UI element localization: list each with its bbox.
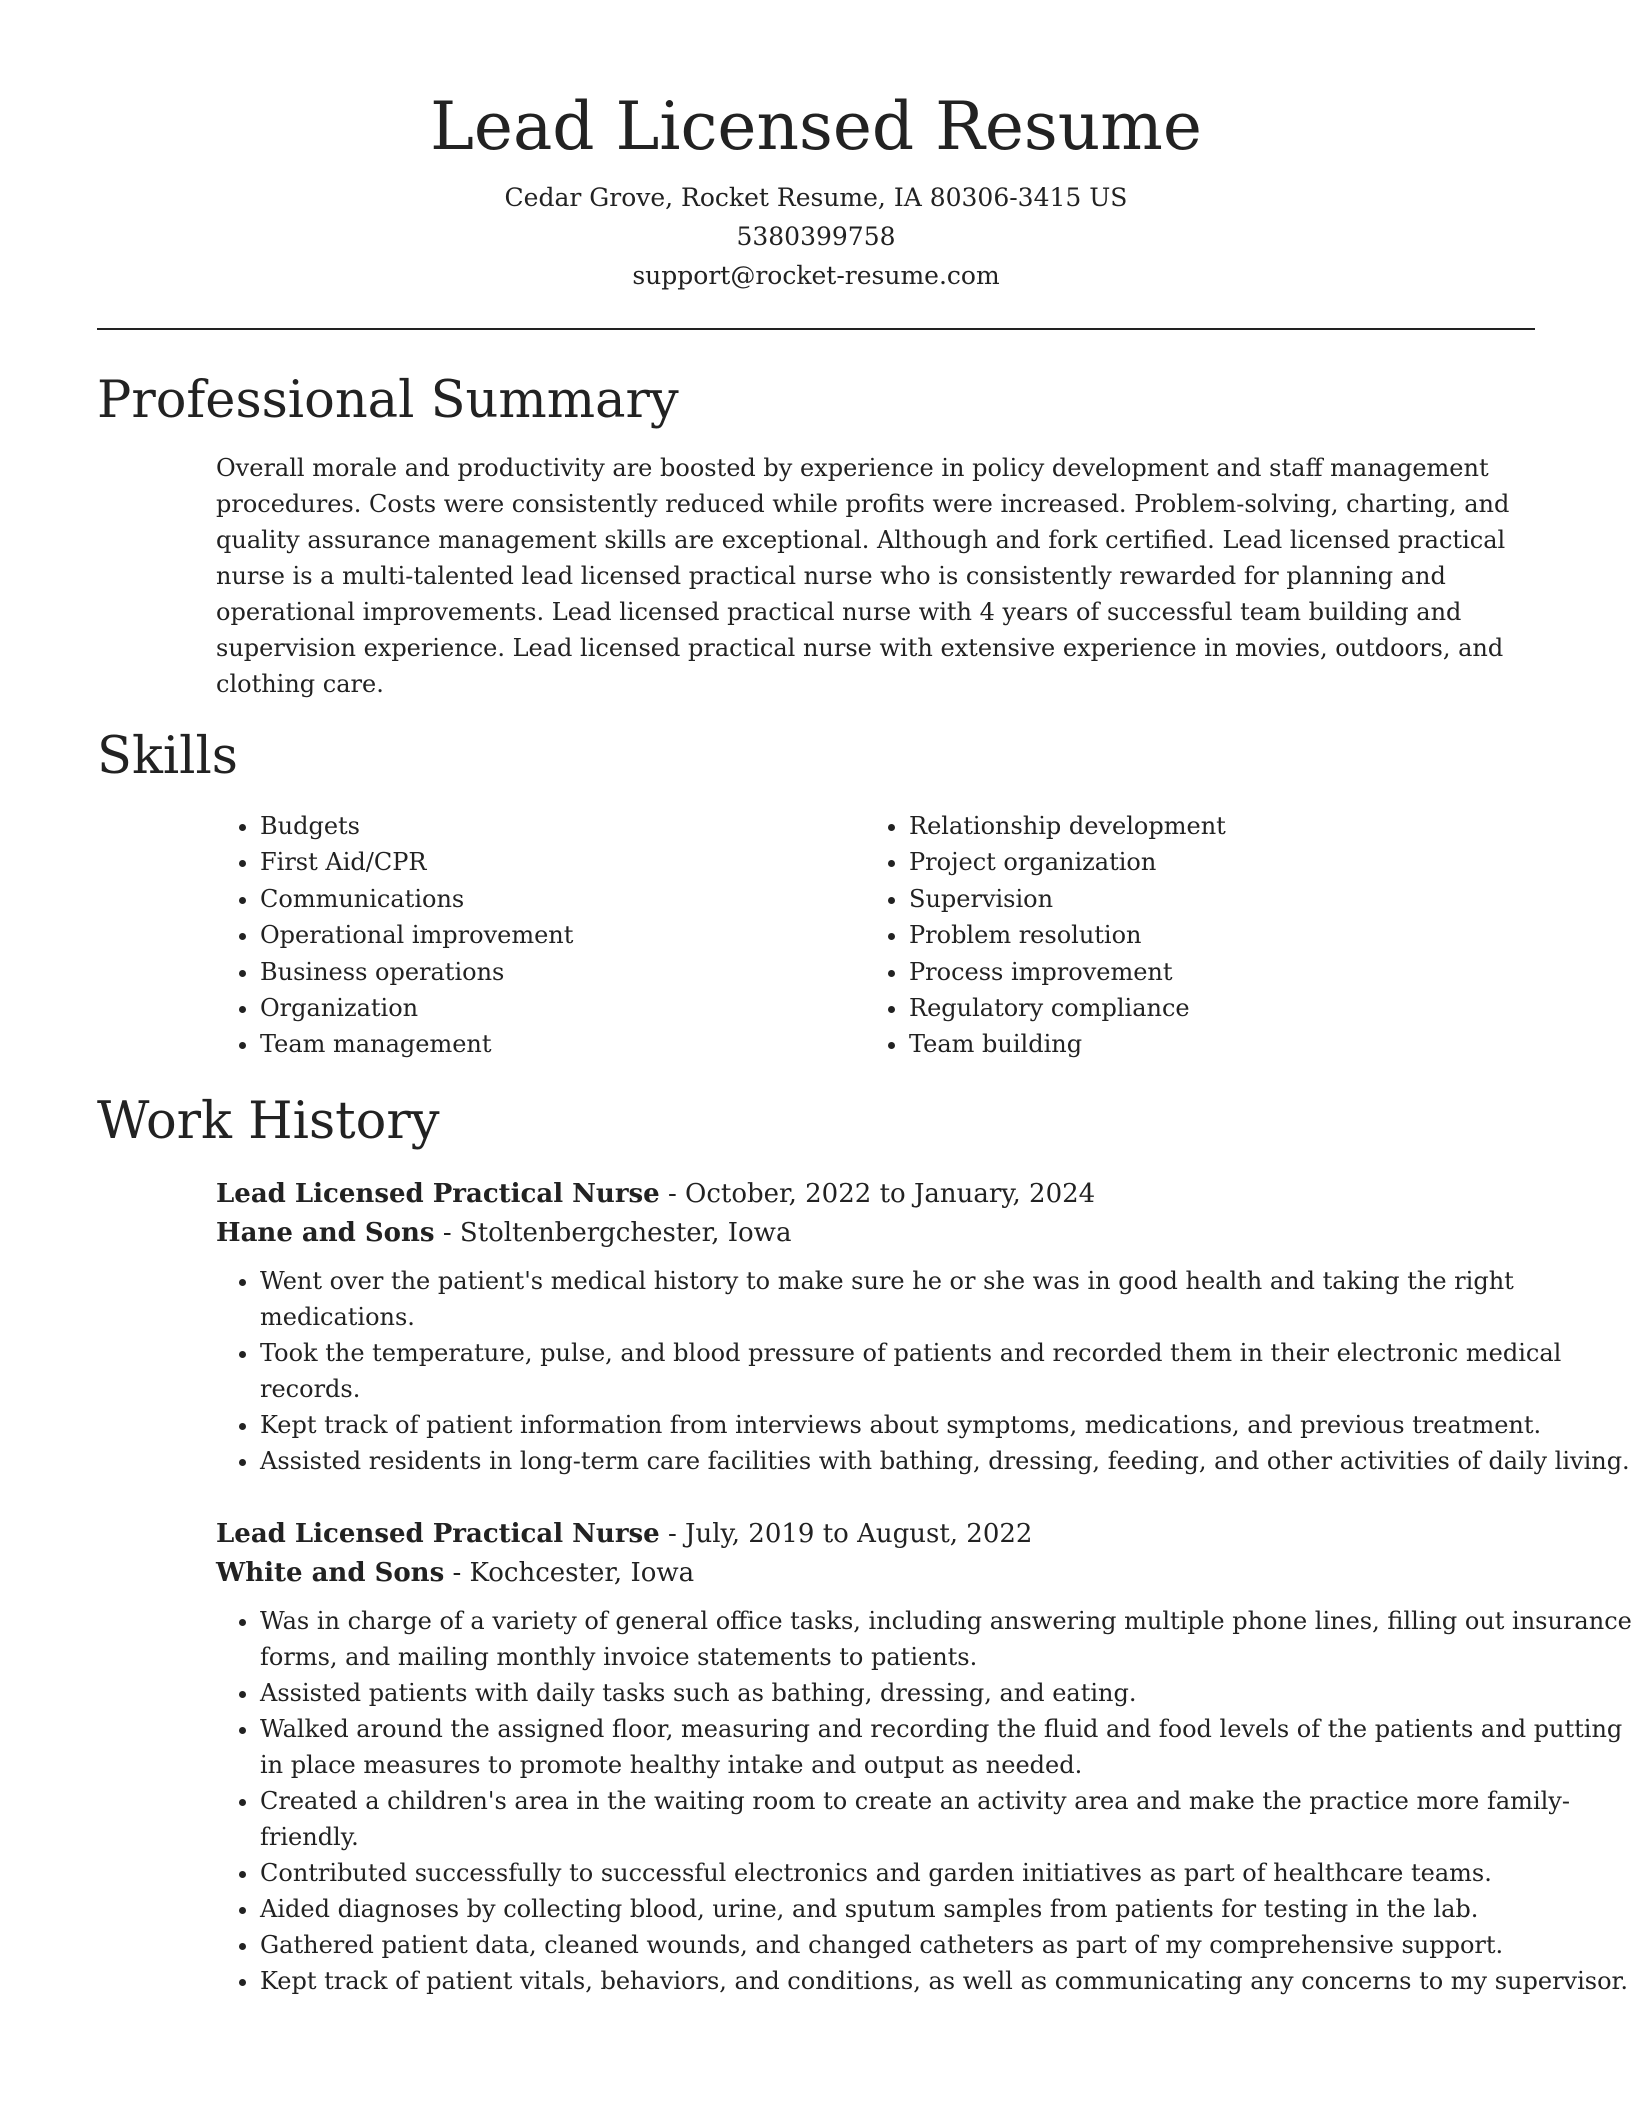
resume-name: Lead Licensed Resume — [430, 88, 1202, 165]
skill-item: • Team management — [260, 1026, 865, 1062]
job-company: White and Sons — [216, 1557, 445, 1588]
skill-item: • Team building — [909, 1026, 1514, 1062]
job-entry — [216, 1175, 1632, 1479]
skill-item: • Process improvement — [909, 954, 1514, 990]
skills-section — [97, 722, 1535, 1063]
job-entry — [216, 1515, 1632, 1999]
work-history-heading: Work History — [97, 1091, 440, 1151]
job-duties — [216, 1263, 1632, 1479]
skill-item: • Regulatory compliance — [909, 990, 1514, 1026]
skill-item: • Business operations — [260, 954, 865, 990]
skill-item: • Organization — [260, 990, 865, 1026]
job-header — [216, 1515, 1632, 1593]
duty-item: • Kept track of patient vitals, behaviors, and conditions, as well as communicating any concerns to my supervisor. — [260, 1963, 1632, 1999]
resume-header — [97, 0, 1535, 295]
phone: 5380399758 — [736, 222, 896, 251]
job-company-line — [216, 1554, 1632, 1593]
skills-grid — [216, 808, 1535, 1063]
email: support@rocket-resume.com — [632, 261, 1000, 290]
header-divider — [97, 328, 1535, 330]
job-dates: - October, 2022 to January, 2024 — [659, 1178, 1096, 1209]
skills-column-left — [216, 808, 865, 1063]
duty-item: • Went over the patient's medical history to make sure he or she was in good health and taking the right medications. — [260, 1263, 1632, 1335]
job-location: - Stoltenbergchester, Iowa — [434, 1217, 792, 1248]
duty-item: • Contributed successfully to successful electronics and garden initiatives as part of healthcare teams. — [260, 1855, 1632, 1891]
job-title-line — [216, 1175, 1632, 1214]
duty-item: • Created a children's area in the waiting room to create an activity area and make the practice more family-friendly. — [260, 1783, 1632, 1855]
duty-item: • Kept track of patient information from interviews about symptoms, medications, and previous treatment. — [260, 1407, 1632, 1443]
duty-item: • Was in charge of a variety of general office tasks, including answering multiple phone lines, filling out insurance forms, and mailing monthly invoice statements to patients. — [260, 1603, 1632, 1675]
skill-item: • Problem resolution — [909, 917, 1514, 953]
job-dates: - July, 2019 to August, 2022 — [659, 1518, 1033, 1549]
skill-item: • Communications — [260, 881, 865, 917]
job-company: Hane and Sons — [216, 1217, 435, 1248]
skills-column-right — [865, 808, 1514, 1063]
job-location: - Kochcester, Iowa — [444, 1557, 695, 1588]
job-title-line — [216, 1515, 1632, 1554]
job-title: Lead Licensed Practical Nurse — [216, 1518, 660, 1549]
address: Cedar Grove, Rocket Resume, IA 80306-3415 US — [504, 183, 1128, 212]
job-company-line — [216, 1214, 1632, 1253]
summary-section — [97, 366, 1535, 702]
skills-heading: Skills — [97, 727, 238, 786]
skill-item: • Budgets — [260, 808, 865, 844]
job-header — [216, 1175, 1632, 1253]
summary-text: Overall morale and productivity are boosted by experience in policy development and staff management procedures. Costs were consistently reduced while profits were increased. Problem-solving, charting, and quality assurance management skills are exceptional. Although and fork certified. Lead licensed practical nurse is a multi-talented lead licensed practical nurse who is consistently rewarded for planning and operational improvements. Lead licensed practical nurse with 4 years of successful team building and supervision experience. Lead licensed practical nurse with extensive experience in movies, outdoors, and clothing care. — [216, 454, 1510, 698]
duty-item: • Walked around the assigned floor, measuring and recording the fluid and food levels of the patients and putting in place measures to promote healthy intake and output as needed. — [260, 1711, 1632, 1783]
skill-item: • Relationship development — [909, 808, 1514, 844]
skill-item: • Supervision — [909, 881, 1514, 917]
work-history-section — [97, 1087, 1632, 1999]
duty-item: • Aided diagnoses by collecting blood, urine, and sputum samples from patients for testing in the lab. — [260, 1891, 1632, 1927]
skill-item: • Project organization — [909, 844, 1514, 880]
job-title: Lead Licensed Practical Nurse — [216, 1178, 660, 1209]
duty-item: • Gathered patient data, cleaned wounds, and changed catheters as part of my comprehensive support. — [260, 1927, 1632, 1963]
skill-item: • First Aid/CPR — [260, 844, 865, 880]
summary-heading: Professional Summary — [97, 371, 679, 430]
contact-block — [97, 178, 1535, 295]
duty-item: • Assisted residents in long-term care facilities with bathing, dressing, feeding, and other activities of daily living. — [260, 1443, 1632, 1479]
duty-item: • Took the temperature, pulse, and blood pressure of patients and recorded them in their electronic medical records. — [260, 1335, 1632, 1407]
job-duties — [216, 1603, 1632, 1999]
skill-item: • Operational improvement — [260, 917, 865, 953]
duty-item: • Assisted patients with daily tasks such as bathing, dressing, and eating. — [260, 1675, 1632, 1711]
